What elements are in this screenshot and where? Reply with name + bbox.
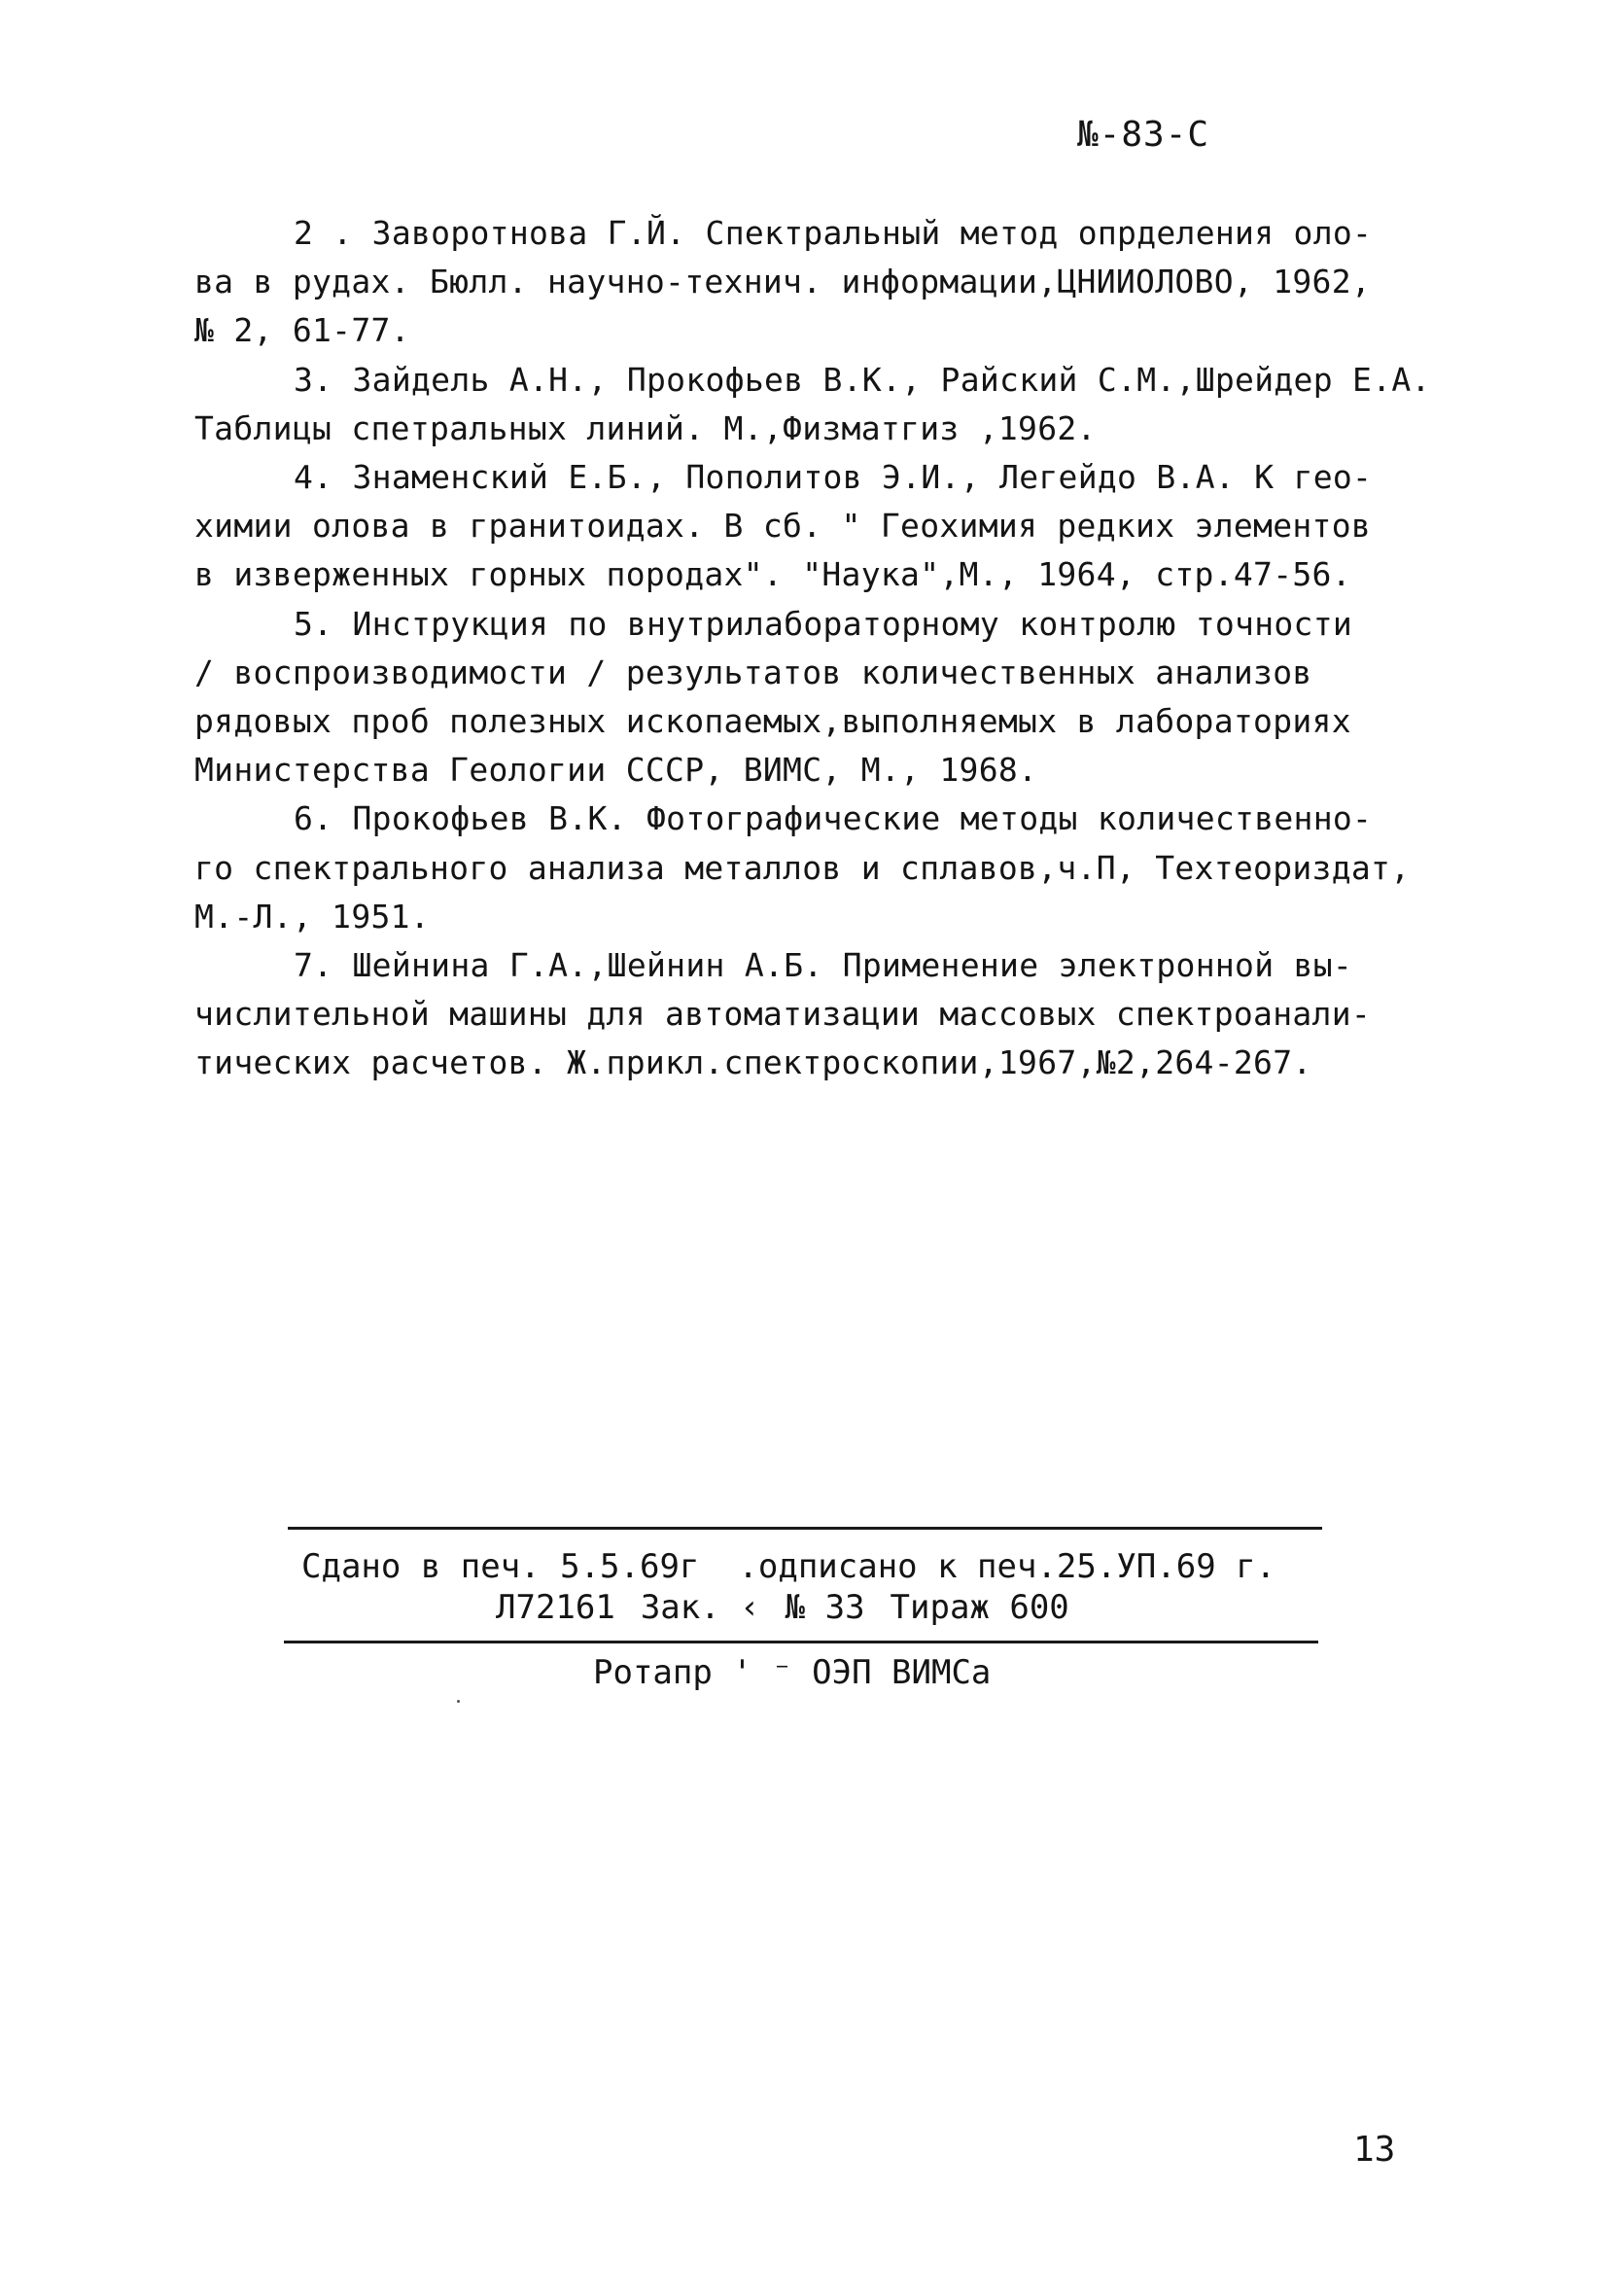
reference-line: 5. Инструкция по внутрилабораторному контролю точности: [294, 604, 1353, 643]
imprint-order-label: Зак. ‹: [640, 1588, 760, 1627]
reference-item: [194, 941, 1458, 1088]
imprint-top-rule: [288, 1527, 1322, 1530]
reference-line: 4. Знаменский Е.Б., Пополитов Э.И., Легейдо В.А. К гео-: [294, 458, 1373, 497]
imprint-print-run: Тираж 600: [890, 1588, 1069, 1627]
imprint-block: [284, 1527, 1324, 1643]
imprint-submitted: Сдано в печ. 5.5.69г: [301, 1547, 700, 1586]
reference-line: № 2, 61-77.: [194, 311, 410, 350]
imprint-dates-row: [284, 1545, 1324, 1588]
reference-line: / воспроизводимости / результатов количественных анализов: [194, 653, 1312, 691]
printer-line: Ротапр ' ⁻ ОЭП ВИМСа: [593, 1653, 992, 1692]
imprint-order-number: № 33: [785, 1588, 865, 1627]
reference-line: М.-Л., 1951.: [194, 897, 431, 936]
reference-line: химии олова в гранитоидах. В сб. " Геохимия редких элементов: [194, 507, 1372, 546]
reference-item: [194, 356, 1458, 453]
reference-line: 6. Прокофьев В.К. Фотографические методы количественно-: [294, 799, 1373, 838]
reference-line: Таблицы спетральных линий. М.,Физматгиз ,1962.: [194, 408, 1097, 447]
reference-item: [194, 600, 1458, 795]
reference-line: ва в рудах. Бюлл. научно-технич. информации,ЦНИИОЛОВО, 1962,: [194, 263, 1372, 301]
reference-line: числительной машины для автоматизации массовых спектроанали-: [194, 995, 1372, 1034]
reference-item: [194, 453, 1458, 600]
reference-item: [194, 795, 1458, 941]
reference-line: 2 . Заворотнова Г.Й. Спектральный метод опрделения оло-: [294, 214, 1373, 252]
reference-line: в изверженных горных породах". "Наука",М., 1964, стр.47-56.: [194, 555, 1351, 594]
reference-line: тических расчетов. Ж.прикл.спектроскопии,1967,№2,264-267.: [194, 1043, 1312, 1082]
imprint-order-row: [284, 1588, 1324, 1627]
reference-list: [194, 209, 1458, 1088]
reference-line: Министерства Геологии СССР, ВИМС, М., 1968.: [194, 751, 1038, 790]
scan-speck: [457, 1700, 460, 1703]
reference-line: 3. Зайдель А.Н., Прокофьев В.К., Райский С.М.,Шрейдер Е.А.: [294, 360, 1431, 399]
imprint-bottom-rule: [284, 1641, 1318, 1643]
reference-line: го спектрального анализа металлов и сплавов,ч.П, Техтеориздат,: [194, 848, 1411, 887]
imprint-signed: .одписано к печ.25.УП.69 г.: [738, 1547, 1276, 1586]
reference-line: 7. Шейнина Г.А.,Шейнин А.Б. Применение электронной вы-: [294, 946, 1353, 985]
imprint-license: Л72161: [496, 1588, 615, 1627]
document-code: №-83-С: [1077, 115, 1210, 155]
reference-line: рядовых проб полезных ископаемых,выполняемых в лабораториях: [194, 702, 1351, 741]
reference-item: [194, 209, 1458, 356]
page-number: 13: [1353, 2130, 1396, 2170]
